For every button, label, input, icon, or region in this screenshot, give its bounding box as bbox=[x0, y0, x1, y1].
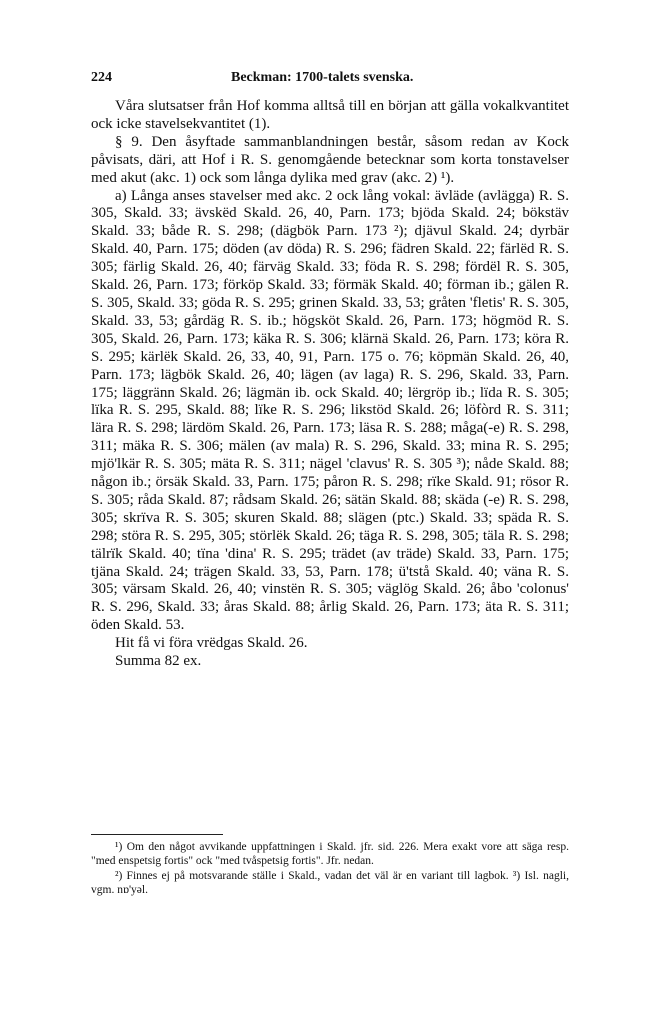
running-header bbox=[91, 70, 565, 92]
paragraph-conclusion: Våra slutsatser från Hof komma alltså till en början att gälla vokalkvantitet ock icke stavelsekvantitet (1). bbox=[91, 98, 569, 132]
main-text bbox=[91, 98, 569, 671]
paragraph-examples-a: a) Långa anses stavelser med akc. 2 ock lång vokal: ävläde (avlägga) R. S. 305, Skald. 33; ävskëd Skald. 26, 40, Parn. 173; bjöda Skald. 24; bökstäv Skald. 33; både R. S. 298; (dägbök Parn. 173 ²); djävul Skald. 24; dyrbär Skald. 40, Parn. 175; döden (av döda) R. S. 296; fädren Skald. 22; färlëd R. S. 305; färlig Skald. 26, 40; färväg Skald. 33; föda R. S. 298; fördël R. S. 305, Skald. 26, Parn. 173; förköp Skald. 33; förmäk Skald. 40; förman ib.; gälen R. S. 305, Skald. 33; göda R. S. 295; grinen Skald. 33, 53; gråten 'fletis' R. S. 305, Skald. 33, 53; gårdäg R. S. ib.; högsköt Skald. 26, Parn. 173; högmöd R. S. 305, Skald. 26, Parn. 173; käka R. S. 306; klärnä Skald. 26, Parn. 173; köra R. S. 295; kärlëk Skald. 26, 33, 40, 91, Parn. 175 o. 76; köpmän Skald. 26, 40, Parn. 173; lägbök Skald. 26, 40; lägen (av laga) R. S. 296, Skald. 33, Parn. 175; läggränn Skald. 26; lägmän ib. ock Skald. 40; lërgröp ib.; lïda R. S. 305; lïka R. S. 295, Skald. 88; lïke R. S. 296; likstöd Skald. 26; löfòrd R. S. 311; lära R. S. 298; lärdöm Skald. 26, Parn. 173; läsa R. S. 288; måga(-e) R. S. 298, 311; mäka R. S. 306; mälen (av mala) R. S. 296, Skald. 33; mina R. S. 295; mjö'lkär R. S. 305; mäta R. S. 311; nägel 'clavus' R. S. 305 ³); nåde Skald. 88; någon ib.; örsäk Skald. 33, Parn. 175; påron R. S. 298; rïke Skald. 91; rösor R. S. 305; råda Skald. 87; rådsam Skald. 26; sätän Skald. 88; skäda (-e) R. S. 298, 305; skrïva R. S. 305; skuren Skald. 88; slägen (ptc.) Skald. 33; späda R. S. 298; störa R. S. 295, 305; störlëk Skald. 26; täga R. S. 298, 305; täla R. S. 298; tälrïk Skald. 40; tïna 'dina' R. S. 295; trädet (av träde) Skald. 33, Parn. 175; tjäna Skald. 24; trägen Skald. 33, 53, Parn. 178; ü'tstå Skald. 40; väna R. S. 305; värsam Skald. 26, 40; vinstën R. S. 305; väglög Skald. 26; åbo 'colonus' R. S. 296, Skald. 33; åras Skald. 88; årlig Skald. 26, Parn. 173; äta R. S. 311; öden Skald. 53. bbox=[91, 187, 569, 634]
paragraph-section-9: § 9. Den åsyftade sammanblandningen består, såsom redan av Kock påvisats, däri, att Hof i R. S. genomgående betecknar som korta tonstavelser med akut (akc. 1) ock som långa dylika med grav (akc. 2) ¹). bbox=[91, 133, 569, 186]
footnotes bbox=[91, 840, 569, 898]
footnote-2-3: ²) Finnes ej på motsvarande ställe i Skald., vadan det väl är en variant till lagbok. ³) Isl. nagli, vgm. nɒ'yəl. bbox=[91, 869, 569, 897]
footnote-1: ¹) Om den något avvikande uppfattningen i Skald. jfr. sid. 226. Mera exakt vore att säga resp. "med enspetsig fortis" ock "med tvåspetsig fortis". Jfr. nedan. bbox=[91, 841, 569, 868]
paragraph-summary: Summa 82 ex. bbox=[115, 653, 202, 670]
page-number: 224 bbox=[91, 70, 112, 85]
paragraph-addition: Hit få vi föra vrëdgas Skald. 26. bbox=[115, 635, 308, 652]
footnote-divider bbox=[91, 834, 223, 835]
running-title: Beckman: 1700-talets svenska. bbox=[231, 70, 414, 85]
